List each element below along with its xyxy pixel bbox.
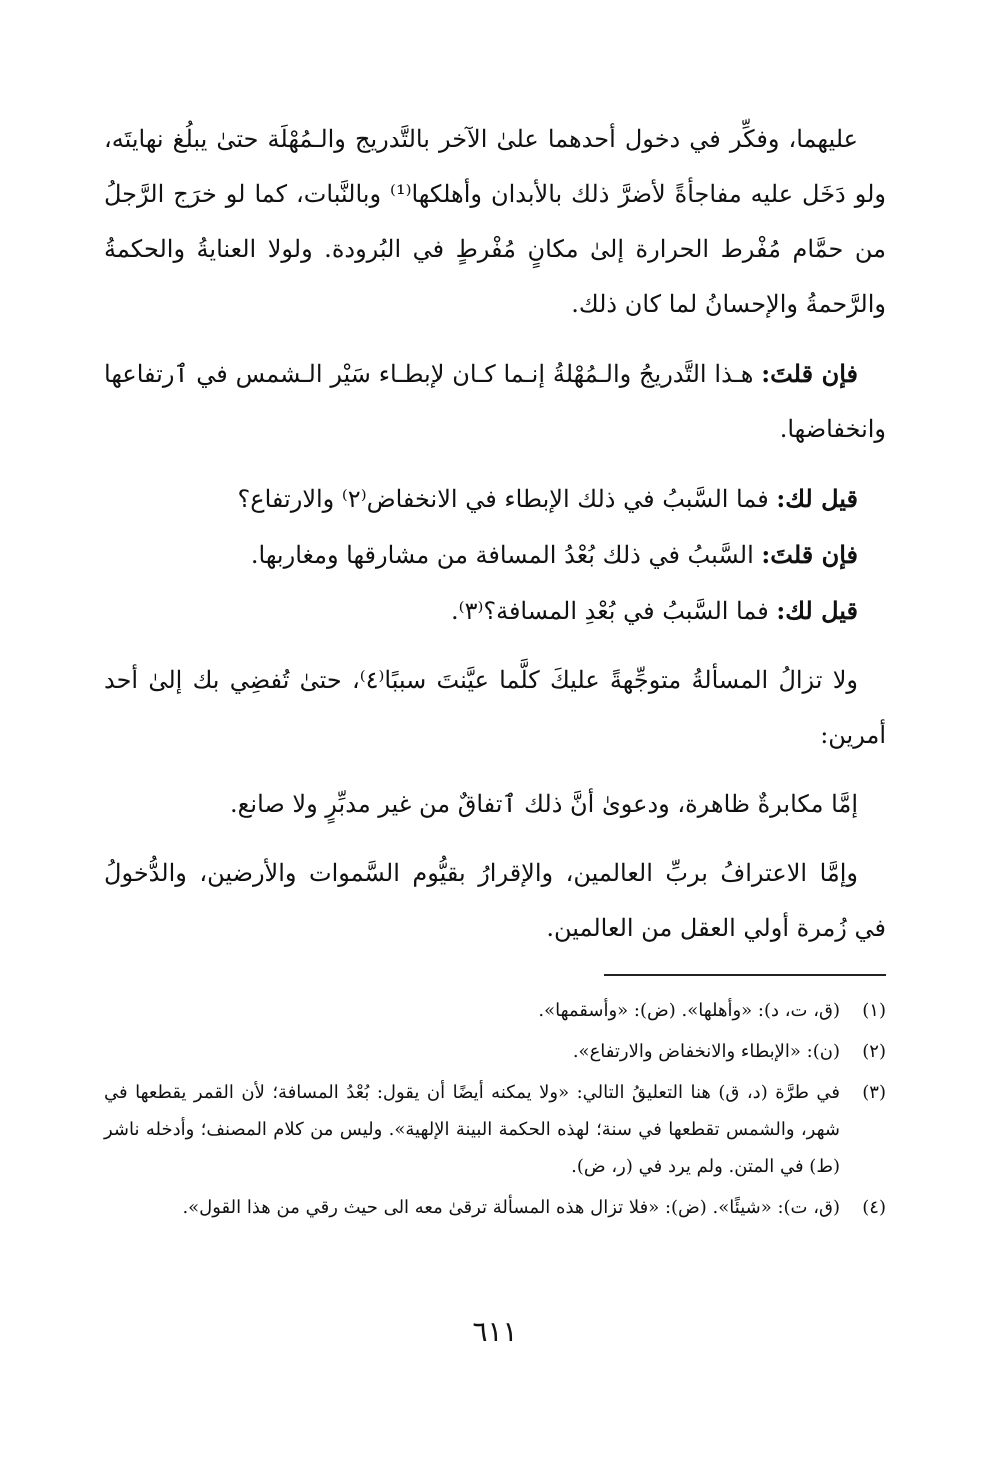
paragraph-7 — [104, 777, 886, 832]
paragraph-2-lead: فإن قلتَ: — [761, 359, 859, 388]
paragraph-1 — [104, 112, 886, 332]
footnote-4-text: (ق، ت): «شيئًا». (ض): «فلا تزال هذه المسألة ترقىٰ معه الى حيث رقي من هذا القول». — [182, 1197, 840, 1218]
footnote-2-number: (٢) — [862, 1041, 886, 1062]
paragraph-7-text: إمَّا مكابرةٌ ظاهرة، ودعوىٰ أنَّ ذلك ٱتفاقٌ من غير مدبِّرٍ ولا صانع. — [229, 790, 858, 818]
paragraph-8-text: وإمَّا الاعترافُ بربِّ العالمين، والإقرارُ بقيُّوم السَّموات والأرضين، والدُّخولُ في زُمرة أولي العقل من العالمين. — [104, 859, 886, 942]
footnote-2-text: (ن): «الإبطاء والانخفاض والارتفاع». — [572, 1041, 840, 1062]
paragraph-4-lead: فإن قلتَ: — [761, 540, 858, 569]
footnote-3-text: في طرَّة (د، ق) هنا التعليقُ التالي: «ولا يمكنه أيضًا أن يقول: بُعْدُ المسافة؛ لأن القمر يقطعها في شهر، والشمس تقطعها في سنة؛ لهذه الحكمة البينة الإلهية». وليس من كلام المصنف؛ وأدخله ناشر (ط) في المتن. ولم يرد في (ر، ض). — [104, 1082, 840, 1177]
paragraph-4 — [104, 527, 886, 583]
paragraph-1-text: عليهما، وفكِّر في دخول أحدهما علىٰ الآخر بالتَّدريج والـمُهْلَة حتىٰ يبلُغ نهايتَه، ولو دَخَل عليه مفاجأةً لأضرَّ ذلك بالأبدان وأهلكها⁽¹⁾ وبالنَّبات، كما لو خرَج الرَّجلُ من حمَّام مُفْرط الحرارة إلىٰ مكانٍ مُفْرطٍ في البُرودة. ولولا العنايةُ والحكمةُ والرَّحمةُ والإحسانُ لما كان ذلك. — [104, 125, 887, 318]
paragraph-4-text: السَّببُ في ذلك بُعْدُ المسافة من مشارقها ومغاربها. — [250, 541, 762, 569]
paragraph-6-text: ولا تزالُ المسألةُ متوجِّهةً عليكَ كلَّما عيَّنتَ سببًا⁽٤⁾، حتىٰ تُفضِي بك إلىٰ أحد أمرين: — [104, 666, 886, 749]
footnote-divider — [604, 974, 886, 976]
footnote-1 — [104, 992, 886, 1029]
paragraph-8 — [104, 846, 886, 956]
page-number: ٦١١ — [472, 1315, 518, 1348]
footnotes — [104, 992, 886, 1230]
footnote-1-text: (ق، ت، د): «وأهلها». (ض): «وأسقمها». — [538, 1000, 840, 1021]
footnote-3-number: (٣) — [862, 1082, 886, 1103]
main-text — [104, 112, 886, 970]
paragraph-5 — [104, 583, 886, 639]
footnote-4 — [104, 1189, 886, 1226]
paragraph-2-text: هـذا التَّدريجُ والـمُهْلةُ إنـما كـان لإبطـاء سَيْر الـشمس في ٱرتفاعها وانخفاضها. — [104, 360, 886, 443]
footnote-1-number: (١) — [862, 1000, 886, 1021]
footnote-2 — [104, 1033, 886, 1070]
paragraph-5-text: فما السَّببُ في بُعْدِ المسافة؟⁽٣⁾. — [451, 597, 777, 625]
paragraph-3-lead: قيل لك: — [776, 484, 858, 513]
paragraph-6 — [104, 653, 886, 763]
paragraph-2 — [104, 346, 886, 457]
paragraph-3-text: فما السَّببُ في ذلك الإبطاء في الانخفاض⁽٢⁾ والارتفاع؟ — [237, 485, 777, 513]
paragraph-5-lead: قيل لك: — [776, 596, 858, 625]
footnote-3 — [104, 1074, 886, 1185]
footnote-4-number: (٤) — [862, 1197, 886, 1218]
paragraph-3 — [104, 471, 886, 527]
